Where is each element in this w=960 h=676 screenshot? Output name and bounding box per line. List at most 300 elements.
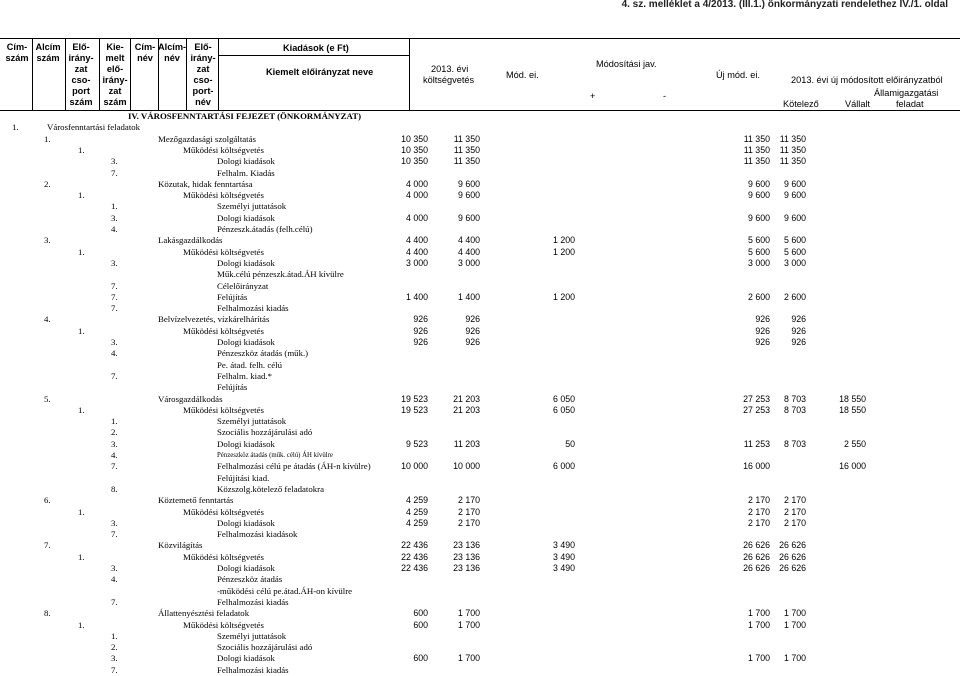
header-col-kiemelt-eloiranyzat-szam bbox=[100, 42, 130, 108]
row-value: 21 203 bbox=[453, 393, 480, 404]
header-minus: - bbox=[663, 91, 667, 101]
row-code: 4. bbox=[44, 314, 51, 325]
row-value: 2 170 bbox=[747, 506, 770, 517]
row-label: Dologi kiadások bbox=[217, 517, 275, 528]
row-value: 1 700 bbox=[783, 653, 806, 664]
row-code: 7. bbox=[111, 596, 118, 607]
row-label: Működési költségvetés bbox=[183, 144, 264, 155]
row-label: Működési költségvetés bbox=[183, 325, 264, 336]
row-code: 2. bbox=[111, 427, 118, 438]
row-code: 3. bbox=[111, 517, 118, 528]
table-row bbox=[0, 111, 960, 122]
table-row bbox=[0, 382, 960, 393]
table-row bbox=[0, 326, 960, 337]
row-label: Állattenyésztési feladatok bbox=[158, 608, 250, 619]
row-value: 11 350 bbox=[453, 156, 480, 167]
header-rule bbox=[158, 38, 159, 110]
row-code: 1. bbox=[78, 551, 85, 562]
row-value: 1 200 bbox=[552, 291, 575, 302]
header-line: zat bbox=[196, 64, 210, 74]
row-value: 9 600 bbox=[783, 212, 806, 223]
row-code: 3. bbox=[111, 337, 118, 347]
row-value: 926 bbox=[755, 337, 770, 347]
row-value: 2 550 bbox=[843, 438, 866, 449]
row-value: 1 700 bbox=[783, 619, 806, 630]
row-value: 19 523 bbox=[401, 404, 428, 415]
row-value: 1 700 bbox=[747, 653, 770, 664]
table-row bbox=[0, 190, 960, 201]
row-code: 6. bbox=[44, 495, 51, 506]
table-row bbox=[0, 473, 960, 484]
table-row bbox=[0, 360, 960, 371]
row-value: 1 700 bbox=[747, 608, 770, 619]
row-value: 926 bbox=[791, 325, 806, 336]
row-value: 1 700 bbox=[457, 653, 480, 664]
row-value: 21 203 bbox=[453, 404, 480, 415]
table-row bbox=[0, 416, 960, 427]
row-code: 4. bbox=[111, 348, 118, 359]
header-line: zat bbox=[74, 64, 88, 74]
row-value: 10 350 bbox=[401, 144, 428, 155]
row-value: 9 600 bbox=[457, 190, 480, 201]
header-line: Cím- bbox=[134, 42, 156, 52]
row-value: 4 400 bbox=[405, 246, 428, 257]
row-value: 4 259 bbox=[405, 495, 428, 506]
row-value: 18 550 bbox=[839, 393, 866, 404]
table-row bbox=[0, 292, 960, 303]
row-label: Közutak, hidak fenntartása bbox=[158, 178, 253, 189]
row-value: 2 170 bbox=[747, 517, 770, 528]
header-rule bbox=[409, 38, 410, 110]
row-label: Dologi kiadások bbox=[217, 563, 275, 573]
table-row bbox=[0, 540, 960, 551]
row-value: 926 bbox=[465, 337, 480, 347]
row-label: Működési költségvetés bbox=[183, 190, 264, 201]
header-line: melt bbox=[105, 53, 125, 63]
row-value: 9 600 bbox=[457, 212, 480, 223]
table-row bbox=[0, 642, 960, 653]
row-value: 1 700 bbox=[783, 608, 806, 619]
row-value: 16 000 bbox=[743, 461, 770, 472]
row-value: 8 703 bbox=[783, 393, 806, 404]
table-row bbox=[0, 608, 960, 619]
row-code: 7. bbox=[111, 167, 118, 178]
table-row bbox=[0, 213, 960, 224]
row-value: 11 350 bbox=[453, 133, 480, 144]
header-rule bbox=[130, 38, 131, 110]
row-value: 4 259 bbox=[405, 506, 428, 517]
row-code: 2. bbox=[44, 178, 51, 189]
header-line: Kie- bbox=[106, 42, 124, 52]
header-line: név bbox=[164, 53, 180, 63]
table-row bbox=[0, 461, 960, 472]
row-code: 3. bbox=[111, 438, 118, 449]
row-value: 9 600 bbox=[747, 212, 770, 223]
row-value: 50 bbox=[565, 438, 575, 449]
table-row bbox=[0, 620, 960, 631]
row-value: 6 050 bbox=[552, 393, 575, 404]
header-mod-ei: Mód. ei. bbox=[506, 70, 539, 80]
row-code: 1. bbox=[78, 144, 85, 155]
row-label: Pénzeszköz átadás bbox=[217, 574, 283, 585]
row-value: 11 350 bbox=[779, 144, 806, 155]
header-line: cso- bbox=[71, 75, 91, 85]
row-value: 22 436 bbox=[401, 551, 428, 562]
table-row bbox=[0, 597, 960, 608]
row-label: Dologi kiadások bbox=[217, 653, 275, 664]
row-value: 22 436 bbox=[401, 540, 428, 551]
row-value: 8 703 bbox=[783, 404, 806, 415]
table-row bbox=[0, 337, 960, 348]
header-line: port bbox=[72, 86, 90, 96]
row-value: 23 136 bbox=[453, 551, 480, 562]
row-value: 926 bbox=[755, 325, 770, 336]
row-label: Dologi kiadások bbox=[217, 257, 275, 268]
row-value: 6 000 bbox=[552, 461, 575, 472]
row-value: 11 350 bbox=[743, 133, 770, 144]
row-label: Közszolg.kötelező feladatokra bbox=[217, 483, 324, 494]
table-row bbox=[0, 552, 960, 563]
row-value: 926 bbox=[791, 314, 806, 325]
table-row bbox=[0, 122, 960, 133]
table-row bbox=[0, 156, 960, 167]
header-uj-ei: 2013. évi új módosított előirányzatból bbox=[791, 75, 943, 85]
header-vallalt: Vállalt bbox=[845, 99, 871, 109]
row-label: Felhalmozási kiadás bbox=[217, 596, 289, 607]
row-label: Működési költségvetés bbox=[183, 404, 264, 415]
row-value: 5 600 bbox=[783, 235, 806, 246]
table-row bbox=[0, 586, 960, 597]
row-value: 26 626 bbox=[743, 563, 770, 573]
row-value: 2 170 bbox=[457, 517, 480, 528]
row-code: 3. bbox=[111, 563, 118, 573]
row-value: 4 400 bbox=[405, 235, 428, 246]
row-value: 1 400 bbox=[405, 291, 428, 302]
row-value: 5 600 bbox=[747, 235, 770, 246]
table-row bbox=[0, 439, 960, 450]
header-line: név bbox=[195, 97, 211, 107]
table-row bbox=[0, 224, 960, 235]
header-rule bbox=[218, 55, 409, 56]
row-code: 1. bbox=[111, 630, 118, 641]
row-label: IV. VÁROSFENNTARTÁSI FEJEZET (ÖNKORMÁNYZAT) bbox=[128, 111, 362, 121]
row-code: 7. bbox=[44, 540, 51, 551]
header-kiemelt: Kiemelt előirányzat neve bbox=[266, 67, 374, 77]
row-label: Felhalmozási kiadások bbox=[217, 529, 298, 540]
row-code: 1. bbox=[78, 619, 85, 630]
row-value: 3 490 bbox=[552, 563, 575, 573]
row-value: 2 600 bbox=[747, 291, 770, 302]
table-row bbox=[0, 314, 960, 325]
row-label: Pénzeszk.átadás (felh.célú) bbox=[217, 224, 313, 234]
table-row bbox=[0, 281, 960, 292]
header-rule bbox=[0, 38, 960, 39]
row-code: 3. bbox=[111, 212, 118, 223]
table-row bbox=[0, 405, 960, 416]
row-label: Lakásgazdálkodás bbox=[158, 235, 223, 246]
row-label: Felújítás bbox=[217, 291, 248, 302]
row-code: 5. bbox=[44, 393, 51, 404]
row-value: 10 000 bbox=[453, 461, 480, 472]
row-label: Dologi kiadások bbox=[217, 212, 275, 223]
header-col-cimnev bbox=[131, 42, 159, 64]
row-value: 600 bbox=[413, 653, 428, 664]
row-label: Pénzeszköz átadás (műk. célú) ÁH kívülre bbox=[217, 452, 333, 459]
row-value: 1 700 bbox=[457, 608, 480, 619]
row-value: 2 170 bbox=[783, 495, 806, 506]
header-line: irány- bbox=[190, 53, 216, 63]
row-code: 1. bbox=[111, 201, 118, 212]
row-value: 26 626 bbox=[779, 563, 806, 573]
row-value: 4 400 bbox=[457, 246, 480, 257]
table-row bbox=[0, 653, 960, 664]
header-line: Alcím- bbox=[158, 42, 187, 52]
header-col-alcimszam bbox=[33, 42, 63, 64]
header-col-alcimnev bbox=[158, 42, 186, 64]
row-value: 11 350 bbox=[743, 156, 770, 167]
row-value: 3 490 bbox=[552, 540, 575, 551]
header-rule bbox=[65, 38, 66, 110]
table-row bbox=[0, 450, 960, 461]
row-value: 11 350 bbox=[743, 144, 770, 155]
header-line: Elő- bbox=[72, 42, 90, 52]
row-label: Szociális hozzájárulási adó bbox=[217, 427, 313, 438]
header-kotelezo: Kötelező bbox=[783, 99, 819, 109]
row-value: 5 600 bbox=[747, 246, 770, 257]
page-title: 4. sz. melléklet a 4/2013. (III.1.) önkormányzati rendelethez IV./1. oldal bbox=[621, 0, 948, 10]
row-value: 26 626 bbox=[779, 540, 806, 551]
row-code: 7. bbox=[111, 370, 118, 381]
row-label: Városfenntartási feladatok bbox=[47, 122, 141, 133]
row-value: 11 350 bbox=[453, 144, 480, 155]
header-kiadasok: Kiadások (e Ft) bbox=[283, 43, 349, 53]
row-value: 8 703 bbox=[783, 438, 806, 449]
row-label: Műk.célú pénzeszk.átad.ÁH kívülre bbox=[217, 269, 344, 280]
row-label: Szociális hozzájárulási adó bbox=[217, 642, 313, 653]
row-code: 2. bbox=[111, 642, 118, 653]
header-line: port- bbox=[192, 86, 214, 96]
row-value: 22 436 bbox=[401, 563, 428, 573]
row-value: 926 bbox=[413, 325, 428, 336]
table-row bbox=[0, 269, 960, 280]
row-value: 9 523 bbox=[405, 438, 428, 449]
table-row bbox=[0, 665, 960, 676]
row-label: Közvilágítás bbox=[158, 540, 203, 551]
row-value: 926 bbox=[465, 325, 480, 336]
table-row bbox=[0, 348, 960, 359]
row-value: 4 400 bbox=[457, 235, 480, 246]
table-row bbox=[0, 394, 960, 405]
table-row bbox=[0, 235, 960, 246]
row-value: 926 bbox=[413, 314, 428, 325]
header-col-eloiranyzat-csoport-szam bbox=[66, 42, 96, 108]
header-ev2013-b: költségvetés bbox=[423, 75, 475, 85]
table-row bbox=[0, 427, 960, 438]
header-line: Elő- bbox=[194, 42, 212, 52]
row-value: 26 626 bbox=[743, 551, 770, 562]
row-label: Dologi kiadások bbox=[217, 156, 275, 167]
row-value: 4 000 bbox=[405, 178, 428, 189]
header-line: Cím- bbox=[6, 42, 28, 52]
row-code: 8. bbox=[44, 608, 51, 619]
row-label: Működési költségvetés bbox=[183, 506, 264, 517]
header-rule bbox=[186, 38, 187, 110]
row-value: 926 bbox=[413, 337, 428, 347]
header-allam-a: Államigazgatási bbox=[874, 88, 939, 98]
row-value: 6 050 bbox=[552, 404, 575, 415]
row-value: 2 600 bbox=[783, 291, 806, 302]
row-label: Köztemető fenntartás bbox=[158, 495, 234, 506]
row-label: Felújítási kiad. bbox=[217, 472, 270, 483]
row-value: 3 000 bbox=[405, 257, 428, 268]
row-code: 1. bbox=[78, 404, 85, 415]
row-label: Működési költségvetés bbox=[183, 619, 264, 630]
header-line: Alcím bbox=[35, 42, 61, 52]
row-label: Pénzeszköz átadás (műk.) bbox=[217, 348, 309, 359]
row-value: 3 490 bbox=[552, 551, 575, 562]
row-code: 7. bbox=[111, 291, 118, 302]
row-value: 23 136 bbox=[453, 540, 480, 551]
row-value: 926 bbox=[791, 337, 806, 347]
row-value: 1 400 bbox=[457, 291, 480, 302]
table-row bbox=[0, 518, 960, 529]
header-col-cimszam bbox=[2, 42, 32, 64]
row-code: 3. bbox=[111, 156, 118, 167]
row-label: Személyi juttatások bbox=[217, 201, 287, 212]
row-value: 10 000 bbox=[401, 461, 428, 472]
row-code: 3. bbox=[111, 653, 118, 664]
row-value: 4 000 bbox=[405, 190, 428, 201]
row-label: Működési költségvetés bbox=[183, 246, 264, 257]
table-row bbox=[0, 145, 960, 156]
table-row bbox=[0, 247, 960, 258]
row-code: 7. bbox=[111, 529, 118, 540]
row-value: 1 200 bbox=[552, 246, 575, 257]
row-code: 7. bbox=[111, 461, 118, 472]
table-row bbox=[0, 529, 960, 540]
table-row bbox=[0, 179, 960, 190]
header-line: szám bbox=[36, 53, 60, 63]
row-value: 3 000 bbox=[457, 257, 480, 268]
row-code: 1. bbox=[44, 133, 51, 144]
table-row bbox=[0, 495, 960, 506]
row-label: -működési célú pe.átad.ÁH-on kívülre bbox=[217, 585, 353, 596]
table-row bbox=[0, 631, 960, 642]
row-value: 23 136 bbox=[453, 563, 480, 573]
header-rule bbox=[32, 38, 33, 110]
row-label: Felhalmozási kiadás bbox=[217, 664, 289, 675]
header-line: irány- bbox=[102, 75, 128, 85]
row-code: 1. bbox=[78, 246, 85, 257]
row-value: 11 253 bbox=[743, 438, 770, 449]
row-value: 27 253 bbox=[743, 404, 770, 415]
row-value: 11 350 bbox=[779, 156, 806, 167]
table-row bbox=[0, 371, 960, 382]
row-value: 1 700 bbox=[457, 619, 480, 630]
row-code: 1. bbox=[78, 506, 85, 517]
header-line: szám bbox=[5, 53, 29, 63]
row-label: Dologi kiadások bbox=[217, 337, 275, 347]
row-value: 9 600 bbox=[747, 190, 770, 201]
row-label: Felhalm. Kiadás bbox=[217, 167, 275, 178]
table-row bbox=[0, 258, 960, 269]
table-row bbox=[0, 134, 960, 145]
row-value: 11 203 bbox=[453, 438, 480, 449]
row-value: 2 170 bbox=[783, 517, 806, 528]
row-label: Célelőirányzat bbox=[217, 280, 269, 291]
header-plus: + bbox=[590, 91, 596, 101]
row-value: 600 bbox=[413, 619, 428, 630]
row-value: 2 170 bbox=[457, 495, 480, 506]
row-value: 9 600 bbox=[783, 178, 806, 189]
row-code: 1. bbox=[111, 416, 118, 427]
header-ev2013-a: 2013. évi bbox=[431, 64, 469, 74]
row-code: 4. bbox=[111, 450, 118, 460]
row-value: 1 200 bbox=[552, 235, 575, 246]
row-label: Pe. átad. felh. célú bbox=[217, 359, 282, 370]
row-value: 4 000 bbox=[405, 212, 428, 223]
row-value: 926 bbox=[755, 314, 770, 325]
table-row bbox=[0, 168, 960, 179]
row-value: 11 350 bbox=[779, 133, 806, 144]
row-value: 9 600 bbox=[457, 178, 480, 189]
row-code: 7. bbox=[111, 303, 118, 314]
row-value: 2 170 bbox=[747, 495, 770, 506]
header-rule bbox=[218, 38, 219, 110]
row-value: 16 000 bbox=[839, 461, 866, 472]
row-code: 3. bbox=[111, 257, 118, 268]
table-row bbox=[0, 507, 960, 518]
table-row bbox=[0, 574, 960, 585]
row-value: 9 600 bbox=[783, 190, 806, 201]
header-line: zat bbox=[108, 86, 122, 96]
row-code: 4. bbox=[111, 224, 118, 234]
row-code: 1. bbox=[12, 122, 19, 133]
row-label: Felújítás bbox=[217, 382, 248, 393]
row-code: 3. bbox=[44, 235, 51, 246]
row-code: 1. bbox=[78, 325, 85, 336]
row-value: 3 000 bbox=[783, 257, 806, 268]
row-label: Városgazdálkodás bbox=[158, 393, 223, 404]
header-line: név bbox=[137, 53, 153, 63]
row-label: Felhalmozási célú pe átadás (ÁH-n kívülre) bbox=[217, 461, 371, 472]
row-code: 7. bbox=[111, 664, 118, 675]
row-code: 7. bbox=[111, 280, 118, 291]
row-value: 19 523 bbox=[401, 393, 428, 404]
row-label: Személyi juttatások bbox=[217, 416, 287, 427]
table-row bbox=[0, 563, 960, 574]
row-code: 1. bbox=[78, 190, 85, 201]
row-value: 18 550 bbox=[839, 404, 866, 415]
header-modositasi-jav: Módosítási jav. bbox=[596, 59, 657, 69]
row-label: Mezőgazdasági szolgáltatás bbox=[158, 133, 256, 144]
header-rule bbox=[99, 38, 100, 110]
row-label: Belvízelvezetés, vízkárelhárítás bbox=[158, 314, 270, 325]
row-value: 926 bbox=[465, 314, 480, 325]
row-code: 8. bbox=[111, 483, 118, 494]
row-value: 9 600 bbox=[747, 178, 770, 189]
row-value: 26 626 bbox=[743, 540, 770, 551]
row-value: 600 bbox=[413, 608, 428, 619]
table-row bbox=[0, 201, 960, 212]
row-value: 10 350 bbox=[401, 156, 428, 167]
header-line: szám bbox=[103, 97, 127, 107]
table-row bbox=[0, 484, 960, 495]
header-line: szám bbox=[69, 97, 93, 107]
row-code: 4. bbox=[111, 574, 118, 585]
row-label: Személyi juttatások bbox=[217, 630, 287, 641]
row-value: 1 700 bbox=[747, 619, 770, 630]
